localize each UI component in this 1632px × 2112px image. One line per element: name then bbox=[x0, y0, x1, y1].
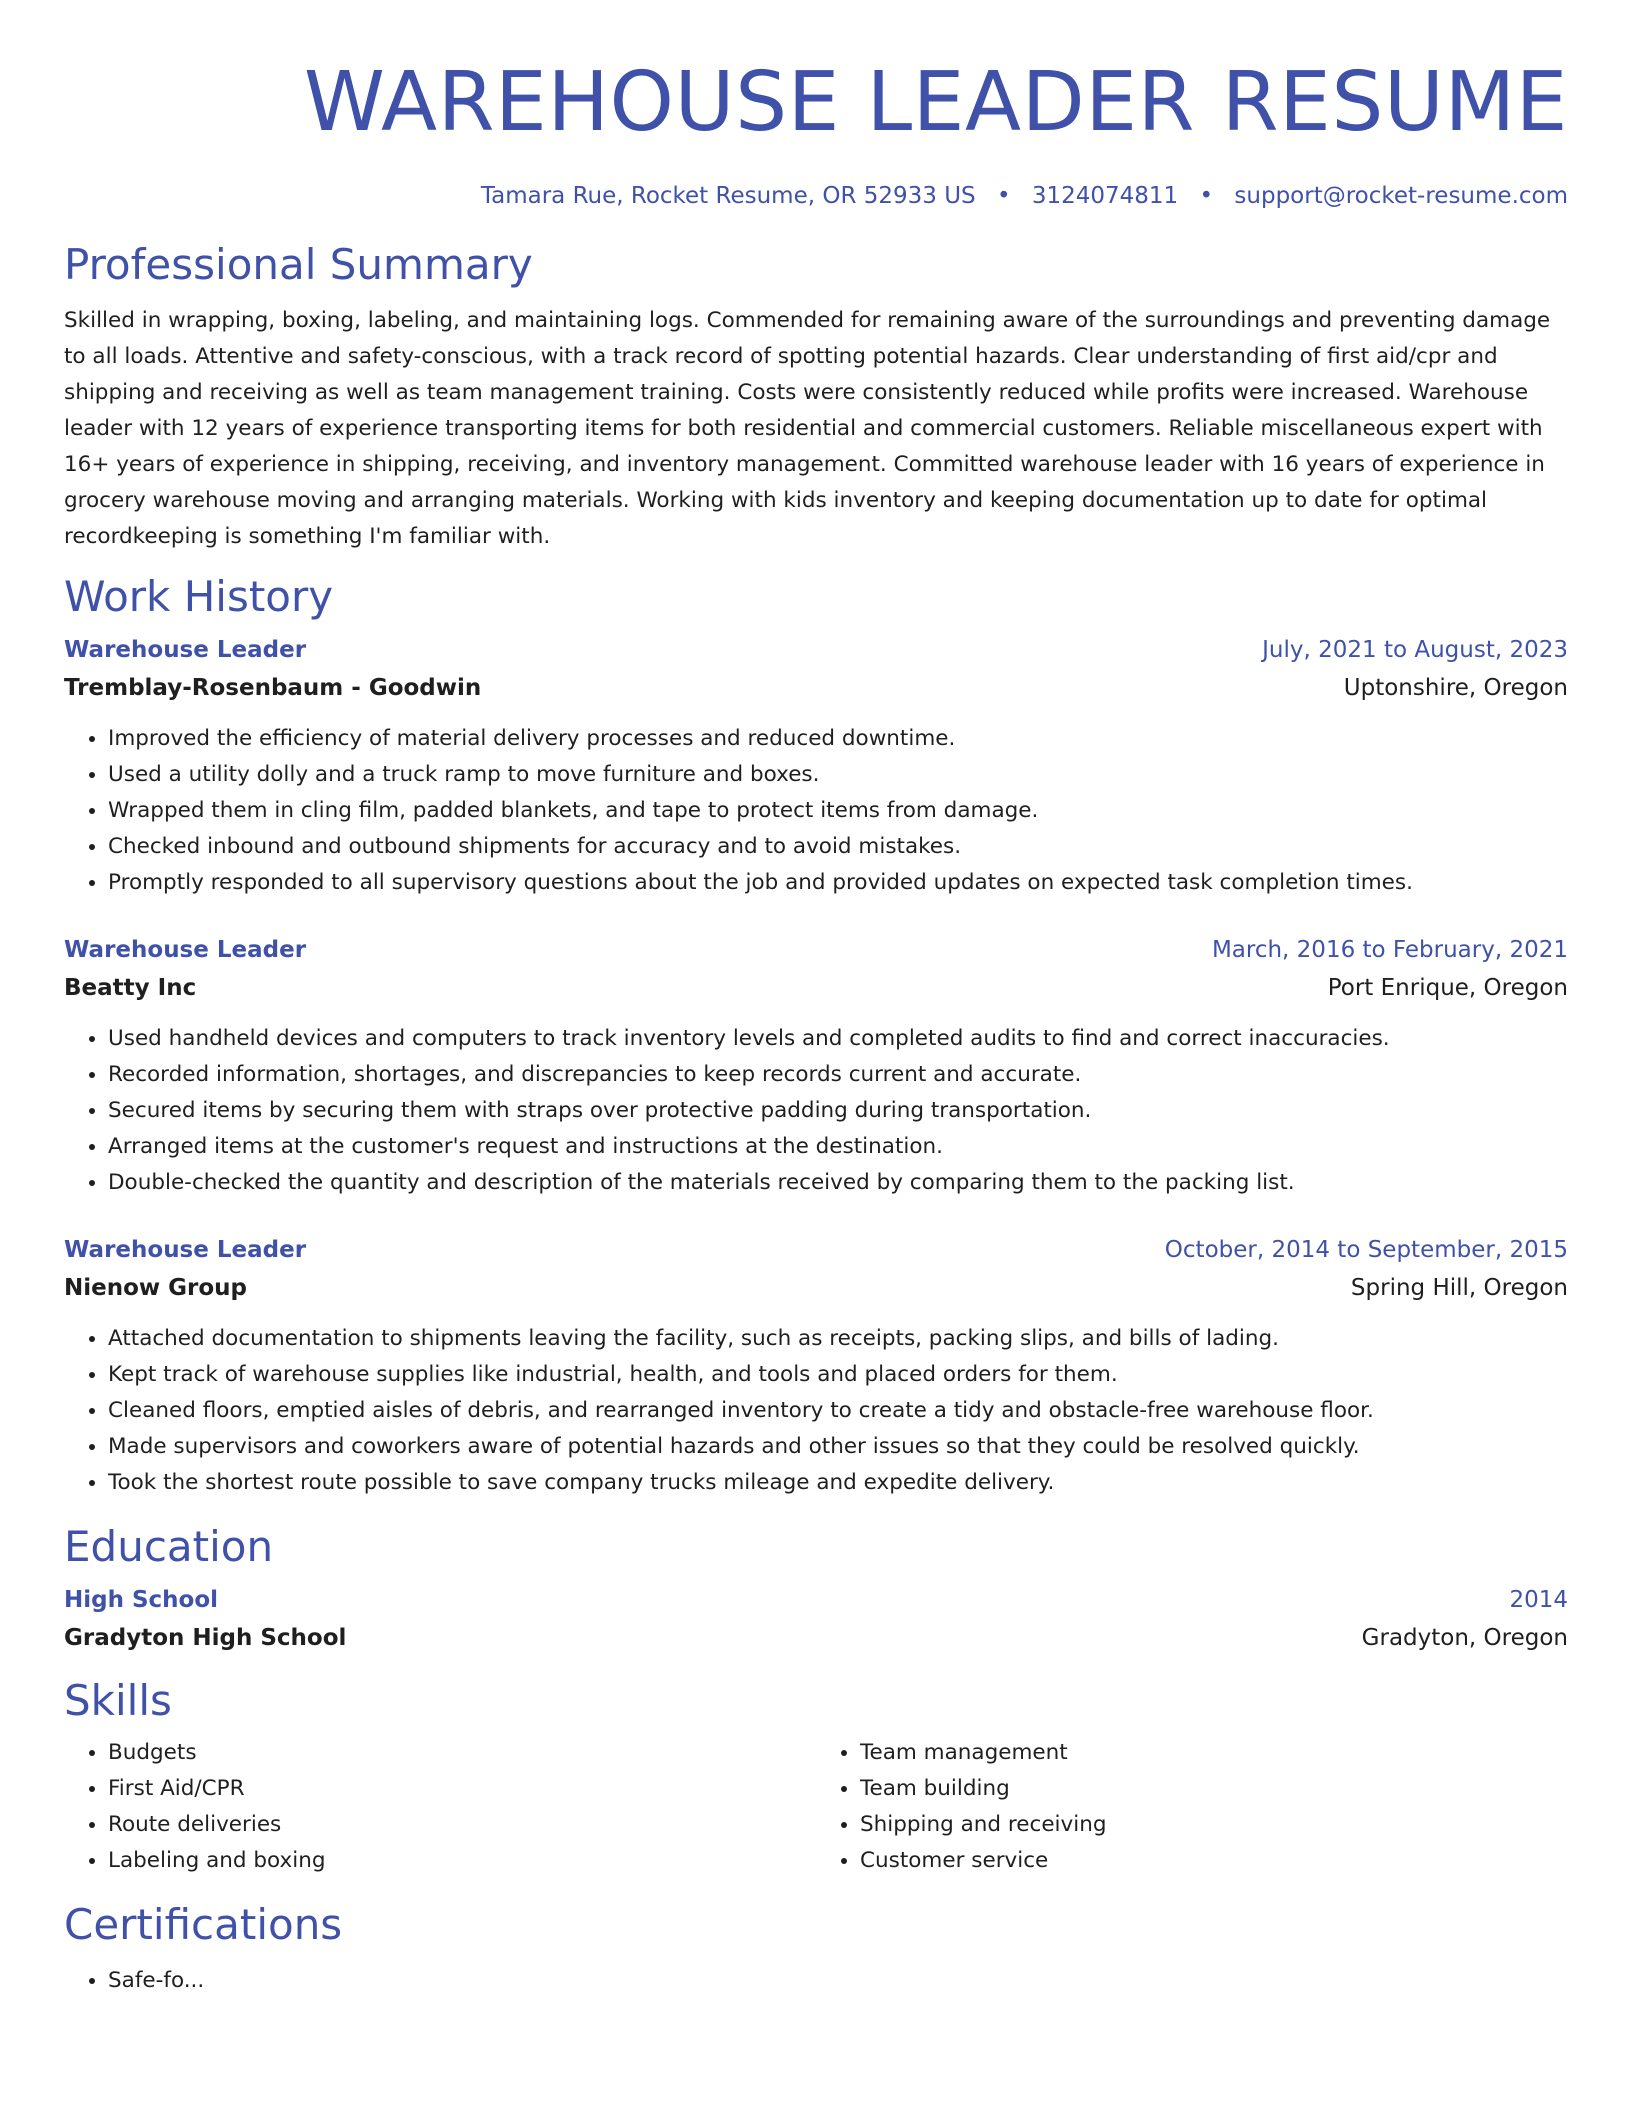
education-school: Gradyton High School bbox=[64, 1625, 347, 1651]
job-bullets bbox=[64, 1321, 1568, 1501]
job-bullet: • Attached documentation to shipments leaving the facility, such as receipts, packing slips, and bills of lading. bbox=[108, 1321, 1568, 1357]
resume-header bbox=[64, 0, 1568, 211]
education-year: 2014 bbox=[1509, 1587, 1568, 1613]
summary-text: Skilled in wrapping, boxing, labeling, and maintaining logs. Commended for remaining aware of the surroundings and preventing damage to all loads. Attentive and safety-conscious, with a track record of spotting potential hazards. Clear understanding of first aid/cpr and shipping and receiving as well as team management training. Costs were consistently reduced while profits were increased. Warehouse leader with 12 years of experience transporting items for both residential and commercial customers. Reliable miscellaneous expert with 16+ years of experience in shipping, receiving, and inventory management. Committed warehouse leader with 16 years of experience in grocery warehouse moving and arranging materials. Working with kids inventory and keeping documentation up to date for optimal recordkeeping is something I'm familiar with. bbox=[64, 308, 1551, 549]
contact-separator: • bbox=[1199, 183, 1214, 209]
job-title: Warehouse Leader bbox=[64, 937, 307, 963]
contact-email: support@rocket-resume.com bbox=[1234, 183, 1568, 209]
job-location: Spring Hill, Oregon bbox=[1350, 1275, 1568, 1301]
job-bullet: • Used handheld devices and computers to track inventory levels and completed audits to find and correct inaccuracies. bbox=[108, 1021, 1568, 1057]
job-bullet: • Used a utility dolly and a truck ramp to move furniture and boxes. bbox=[108, 757, 1568, 793]
job-bullet: • Wrapped them in cling film, padded blankets, and tape to protect items from damage. bbox=[108, 793, 1568, 829]
job-bullet: • Secured items by securing them with straps over protective padding during transportation. bbox=[108, 1093, 1568, 1129]
job-title: Warehouse Leader bbox=[64, 1237, 307, 1263]
job-dates: July, 2021 to August, 2023 bbox=[1262, 637, 1568, 663]
summary-heading: Professional Summary bbox=[64, 240, 533, 289]
skills-heading: Skills bbox=[64, 1676, 172, 1725]
skill-item: • Customer service bbox=[860, 1843, 1568, 1879]
contact-phone: 3124074811 bbox=[1031, 183, 1179, 209]
job-dates: October, 2014 to September, 2015 bbox=[1164, 1237, 1568, 1263]
skill-item: • Team management bbox=[860, 1735, 1568, 1771]
skill-item: • Route deliveries bbox=[108, 1807, 816, 1843]
job-bullets bbox=[64, 1021, 1568, 1201]
contact-address: Tamara Rue, Rocket Resume, OR 52933 US bbox=[480, 183, 976, 209]
skill-item: • Team building bbox=[860, 1771, 1568, 1807]
skills-list-left bbox=[64, 1735, 816, 1879]
job-dates: March, 2016 to February, 2021 bbox=[1211, 937, 1568, 963]
job-bullet: • Recorded information, shortages, and discrepancies to keep records current and accurate. bbox=[108, 1057, 1568, 1093]
resume-title: WAREHOUSE LEADER RESUME bbox=[303, 55, 1568, 150]
summary-section bbox=[64, 237, 1568, 555]
job-bullet: • Arranged items at the customer's request and instructions at the destination. bbox=[108, 1129, 1568, 1165]
job-company: Nienow Group bbox=[64, 1275, 248, 1301]
certifications-heading: Certifications bbox=[64, 1900, 343, 1949]
job-bullet: • Cleaned floors, emptied aisles of debris, and rearranged inventory to create a tidy and obstacle-free warehouse floor. bbox=[108, 1393, 1568, 1429]
certification-item: • Safe-fo... bbox=[108, 1963, 1568, 1999]
job-entry bbox=[64, 631, 1568, 901]
skill-item: • First Aid/CPR bbox=[108, 1771, 816, 1807]
job-bullet: • Took the shortest route possible to save company trucks mileage and expedite delivery. bbox=[108, 1465, 1568, 1501]
job-bullet: • Promptly responded to all supervisory questions about the job and provided updates on expected task completion times. bbox=[108, 865, 1568, 901]
job-entry bbox=[64, 1231, 1568, 1501]
certifications-section bbox=[64, 1897, 1568, 1999]
job-bullet: • Kept track of warehouse supplies like industrial, health, and tools and placed orders for them. bbox=[108, 1357, 1568, 1393]
education-heading: Education bbox=[64, 1522, 274, 1571]
certifications-list bbox=[64, 1963, 1568, 1999]
job-entry bbox=[64, 931, 1568, 1201]
education-location: Gradyton, Oregon bbox=[1361, 1625, 1568, 1651]
skills-section bbox=[64, 1673, 1568, 1879]
job-company: Tremblay-Rosenbaum - Goodwin bbox=[64, 675, 482, 701]
education-section bbox=[64, 1519, 1568, 1657]
education-degree: High School bbox=[64, 1587, 219, 1613]
job-bullet: • Improved the efficiency of material delivery processes and reduced downtime. bbox=[108, 721, 1568, 757]
contact-separator: • bbox=[996, 183, 1011, 209]
skill-item: • Budgets bbox=[108, 1735, 816, 1771]
skill-item: • Labeling and boxing bbox=[108, 1843, 816, 1879]
job-bullet: • Checked inbound and outbound shipments for accuracy and to avoid mistakes. bbox=[108, 829, 1568, 865]
skill-item: • Shipping and receiving bbox=[860, 1807, 1568, 1843]
skills-list-right bbox=[816, 1735, 1568, 1879]
job-bullet: • Double-checked the quantity and description of the materials received by comparing them to the packing list. bbox=[108, 1165, 1568, 1201]
job-bullet: • Made supervisors and coworkers aware of potential hazards and other issues so that they could be resolved quickly. bbox=[108, 1429, 1568, 1465]
job-location: Uptonshire, Oregon bbox=[1343, 675, 1568, 701]
contact-line bbox=[64, 181, 1568, 211]
job-company: Beatty Inc bbox=[64, 975, 197, 1001]
job-title: Warehouse Leader bbox=[64, 637, 307, 663]
skills-grid bbox=[64, 1735, 1568, 1879]
job-location: Port Enrique, Oregon bbox=[1327, 975, 1568, 1001]
job-bullets bbox=[64, 721, 1568, 901]
work-history-section bbox=[64, 569, 1568, 1501]
work-history-heading: Work History bbox=[64, 572, 334, 621]
